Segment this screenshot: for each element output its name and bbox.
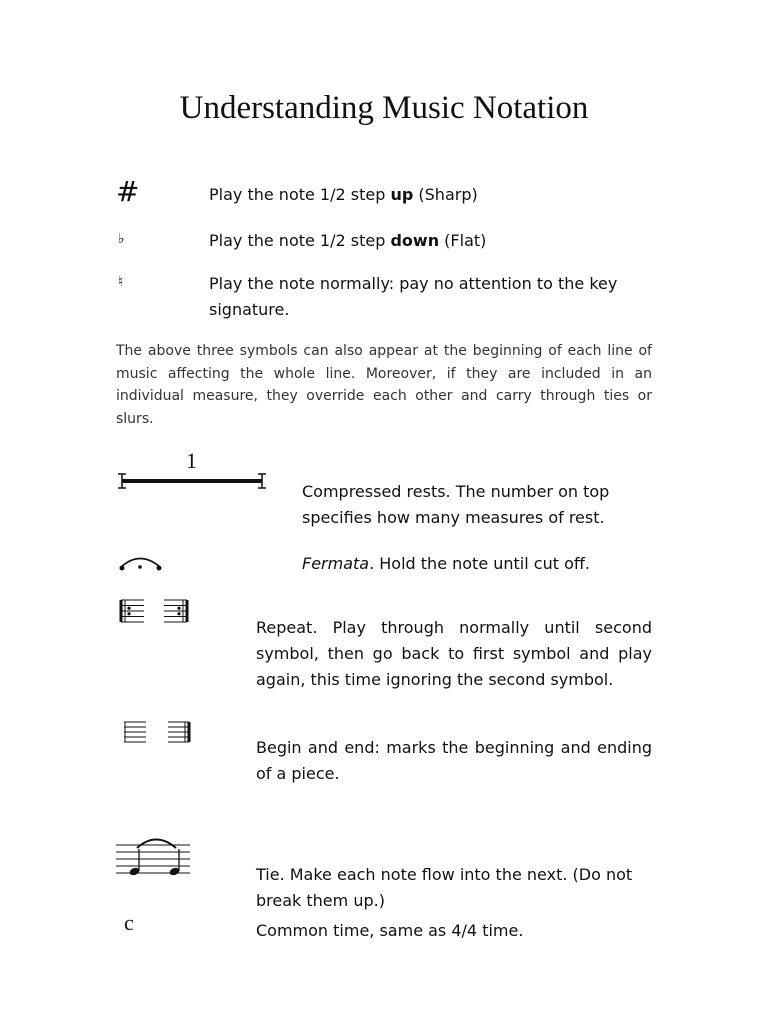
common-time-icon: c <box>124 910 134 935</box>
accidentals-paragraph: The above three symbols can also appear at the beginning of each line of music affecting the whole line. Moreover, if they are included in an individual measure, they override each other and carry through ties or slurs. <box>116 343 652 427</box>
begin-barline-icon <box>124 722 148 744</box>
flat-description <box>209 228 486 254</box>
common-time-description: Common time, same as 4/4 time. <box>256 921 524 940</box>
flat-emphasis: down <box>390 231 440 250</box>
natural-description: Play the note normally: pay no attention to the key signature. <box>209 274 618 319</box>
flat-icon: ♭ <box>118 231 125 247</box>
end-barline-icon <box>168 722 192 744</box>
fermata-term: Fermata <box>302 554 370 573</box>
sharp-text-after: (Sharp) <box>413 185 478 204</box>
fermata-description <box>302 551 590 577</box>
repeat-end-icon <box>164 600 190 624</box>
compressed-rest-icon <box>118 472 268 492</box>
sharp-description <box>209 182 478 208</box>
flat-text-before: Play the note 1/2 step <box>209 231 391 250</box>
fermata-text: . Hold the note until cut off. <box>369 554 590 573</box>
page-title: Understanding Music Notation <box>179 90 589 126</box>
compressed-rests-description: Compressed rests. The number on top specifies how many measures of rest. <box>302 482 610 527</box>
tie-description: Tie. Make each note flow into the next. (Do not break them up.) <box>256 865 633 910</box>
sharp-icon: # <box>116 175 140 208</box>
compressed-rest-number: 1 <box>186 448 197 473</box>
flat-text-after: (Flat) <box>439 231 487 250</box>
fermata-icon <box>118 554 166 574</box>
sharp-text-before: Play the note 1/2 step <box>209 185 391 204</box>
tie-icon <box>114 835 194 885</box>
begin-end-description: Begin and end: marks the beginning and ending of a piece. <box>256 738 652 783</box>
repeat-start-icon <box>120 600 146 624</box>
repeat-description: Repeat. Play through normally until second symbol, then go back to first symbol and play again, this time ignoring the second symbol. <box>256 618 652 689</box>
natural-icon: ♮ <box>118 274 124 290</box>
sharp-emphasis: up <box>390 185 414 204</box>
